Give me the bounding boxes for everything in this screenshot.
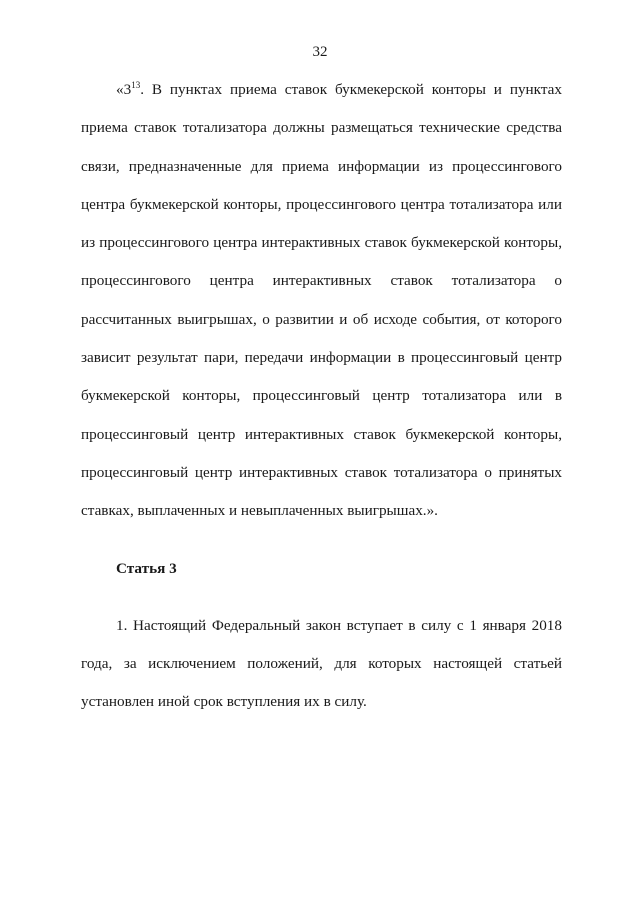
page-number: 32 — [312, 44, 328, 60]
article-3-line-1: 1. Настоящий Федеральный закон вступает в силу с 1 января 2018 — [116, 616, 562, 634]
paragraph-line-11: процессинговый центр интерактивных ставок тотализатора о принятых — [81, 463, 562, 481]
paragraph-item-3-13 — [81, 71, 562, 531]
paragraph-line-9: букмекерской конторы, процессинговый центр тотализатора или в — [81, 387, 562, 405]
paragraph-line-6: процессингового центра интерактивных ставок тотализатора о — [81, 272, 562, 290]
item-superscript: 13 — [131, 80, 141, 90]
open-quote: « — [116, 81, 124, 98]
paragraph-line-3: связи, предназначенные для приема информации из процессингового — [81, 157, 562, 175]
paragraph-line-4: центра букмекерской конторы, процессингового центра тотализатора или — [81, 195, 562, 213]
article-3-line-3: установлен иной срок вступления их в силу. — [81, 693, 367, 711]
paragraph-line-2: приема ставок тотализатора должны размещаться технические средства — [81, 119, 562, 137]
article-heading: Статья 3 — [116, 559, 177, 577]
paragraph-line-1-text: . В пунктах приема ставок букмекерской конторы и пунктах — [140, 81, 562, 98]
paragraph-line-5: из процессингового центра интерактивных ставок букмекерской конторы, — [81, 234, 562, 252]
paragraph-line-1 — [81, 71, 562, 109]
paragraph-line-8: зависит результат пари, передачи информации в процессинговый центр — [81, 349, 562, 367]
item-number: 3 — [123, 81, 132, 98]
paragraph-line-12: ставках, выплаченных и невыплаченных выигрышах.». — [81, 502, 438, 520]
document-body — [81, 71, 562, 722]
paragraph-line-7: рассчитанных выигрышах, о развитии и об исходе события, от которого — [81, 310, 562, 328]
spacer — [81, 531, 562, 550]
spacer — [81, 588, 562, 607]
paragraph-article-3-1 — [81, 607, 562, 722]
article-3-line-2: года, за исключением положений, для которых настоящей статьей — [81, 655, 562, 673]
paragraph-line-10: процессинговый центр интерактивных ставок букмекерской конторы, — [81, 425, 562, 443]
